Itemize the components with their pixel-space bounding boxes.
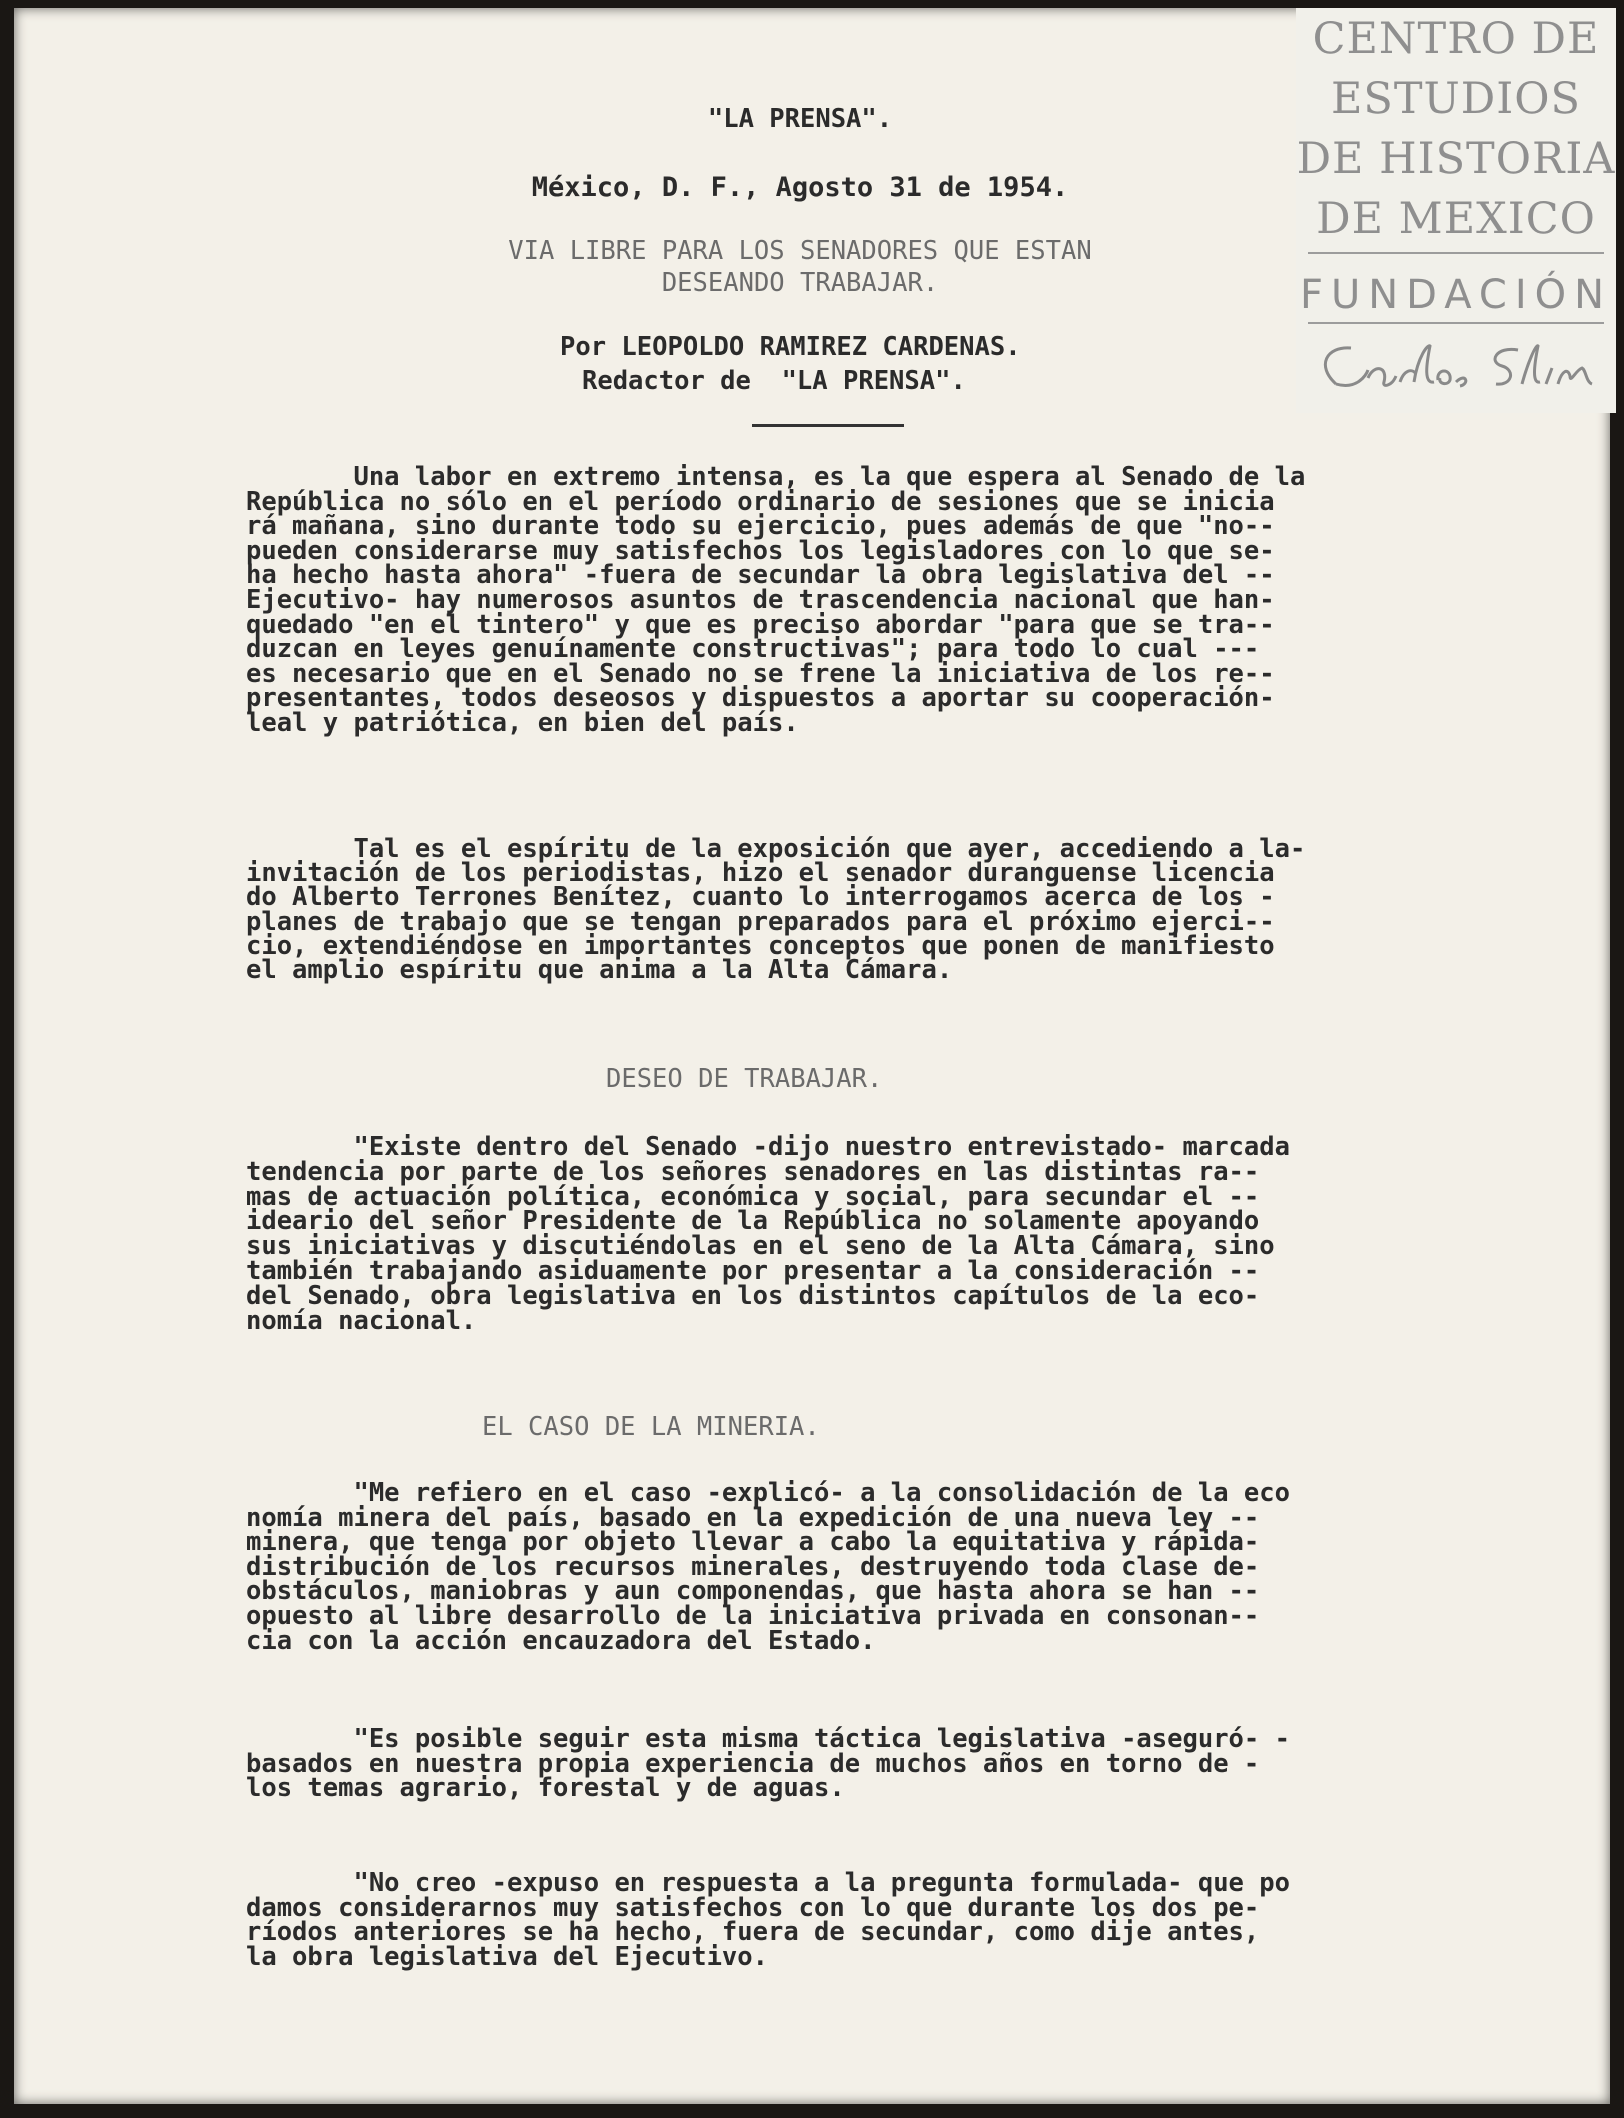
stamp-line-4: DE MEXICO	[1316, 194, 1596, 244]
paragraph-line: ríodos anteriores se ha hecho, fuera de secundar, como dije antes,	[246, 1917, 1260, 1948]
stamp-line-5: FUNDACIÓN	[1299, 272, 1613, 318]
paragraph-line: Ejecutivo- hay numerosos asuntos de trascendencia nacional que han-	[246, 585, 1275, 615]
byline-author: Por LEOPOLDO RAMIREZ CARDENAS.	[560, 332, 1021, 362]
paragraph-line: del Senado, obra legislativa en los distintos capítulos de la eco-	[246, 1280, 1260, 1311]
stamp-line-2: ESTUDIOS	[1331, 74, 1581, 124]
paragraph-line: duzcan en leyes genuínamente constructivas"; para todo lo cual ---	[246, 634, 1260, 665]
paragraph-line: República no sólo en el período ordinario de sesiones que se inicia	[246, 486, 1275, 517]
paragraph-line: nomía nacional.	[246, 1305, 477, 1336]
paragraph-line: basados en nuestra propia experiencia de muchos años en torno de -	[246, 1748, 1260, 1779]
stamp-line-3: DE HISTORIA	[1296, 134, 1616, 184]
paragraph-line: los temas agrario, forestal y de aguas.	[246, 1773, 845, 1804]
paragraph-line: cio, extendiéndose en importantes conceptos que ponen de manifiesto	[246, 930, 1275, 961]
paragraph-line: pueden considerarse muy satisfechos los legisladores con lo que se-	[246, 535, 1275, 566]
paragraph-line: "Es posible seguir esta misma táctica legislativa -aseguró- -	[246, 1724, 1290, 1754]
paragraph-line: planes de trabajo que se tengan preparados para el próximo ejerci--	[246, 906, 1275, 937]
paragraph-line: cia con la acción encauzadora del Estado.	[246, 1625, 876, 1656]
paragraph-line: es necesario que en el Senado no se frene la iniciativa de los re--	[246, 658, 1275, 689]
paragraph-line: distribución de los recursos minerales, destruyendo toda clase de-	[246, 1551, 1260, 1582]
paragraph-line: "Me refiero en el caso -explicó- a la consolidación de la eco	[246, 1478, 1290, 1508]
paragraph-line: ha hecho hasta ahora" -fuera de secundar la obra legislativa del --	[246, 560, 1275, 591]
separator-rule	[752, 424, 904, 427]
paragraph-line: Una labor en extremo intensa, es la que espera al Senado de la	[246, 462, 1306, 492]
paragraph-line: quedado "en el tintero" y que es preciso abordar "para que se tra--	[246, 609, 1275, 640]
paragraph-line: obstáculos, maniobras y aun componendas, que hasta ahora se han --	[246, 1576, 1260, 1607]
dateline: México, D. F., Agosto 31 de 1954.	[531, 172, 1069, 203]
paragraph-line: do Alberto Terrones Benítez, cuanto lo interrogamos acerca de los -	[246, 882, 1275, 913]
section-subhead: EL CASO DE LA MINERIA.	[482, 1412, 820, 1442]
paragraph-line: damos considerarnos muy satisfechos con lo que durante los dos pe-	[246, 1892, 1260, 1923]
paragraph-line: leal y patriótica, en bien del país.	[246, 708, 799, 738]
archive-stamp	[1296, 8, 1616, 413]
paragraph-line: el amplio espíritu que anima a la Alta Cámara.	[246, 955, 953, 985]
byline-role: Redactor de "LA PRENSA".	[582, 366, 966, 396]
signature-logo	[1296, 326, 1616, 406]
paragraph-line: nomía minera del país, basado en la expedición de una nueva ley --	[246, 1502, 1260, 1533]
paragraph-line: opuesto al libre desarrollo de la iniciativa privada en consonan--	[246, 1601, 1260, 1631]
headline-line-2: DESEANDO TRABAJAR.	[661, 268, 939, 298]
paragraph-line: mas de actuación política, económica y social, para secundar el --	[246, 1181, 1260, 1212]
paragraph-line: minera, que tenga por objeto llevar a cabo la equitativa y rápida-	[246, 1527, 1260, 1558]
section-subhead: DESEO DE TRABAJAR.	[606, 1064, 883, 1094]
paragraph-line: "Existe dentro del Senado -dijo nuestro entrevistado- marcada	[246, 1132, 1290, 1162]
paragraph-line: también trabajando asiduamente por presentar a la consideración --	[246, 1256, 1260, 1286]
paragraph-line: Tal es el espíritu de la exposición que ayer, accediendo a la-	[246, 834, 1306, 864]
paragraph-line: invitación de los periodistas, hizo el senador duranguense licencia	[246, 858, 1275, 889]
paragraph-line: "No creo -expuso en respuesta a la pregunta formulada- que po	[246, 1868, 1290, 1898]
source-line: "LA PRENSA".	[707, 104, 893, 134]
headline-line-1: VIA LIBRE PARA LOS SENADORES QUE ESTAN	[508, 236, 1092, 266]
paragraph-line: presentantes, todos deseosos y dispuestos a aportar su cooperación-	[246, 683, 1275, 714]
paragraph-line: sus iniciativas y discutiéndolas en el seno de la Alta Cámara, sino	[246, 1231, 1275, 1262]
stamp-line-1: CENTRO DE	[1312, 14, 1600, 64]
paragraph-line: ideario del señor Presidente de la República no solamente apoyando	[246, 1206, 1260, 1237]
stamp-rule	[1308, 322, 1604, 324]
paragraph-line: rá mañana, sino durante todo su ejercicio, pues además de que "no--	[246, 511, 1275, 542]
paragraph-line: la obra legislativa del Ejecutivo.	[246, 1941, 768, 1972]
paragraph-line: tendencia por parte de los señores senadores en las distintas ra--	[246, 1156, 1260, 1187]
